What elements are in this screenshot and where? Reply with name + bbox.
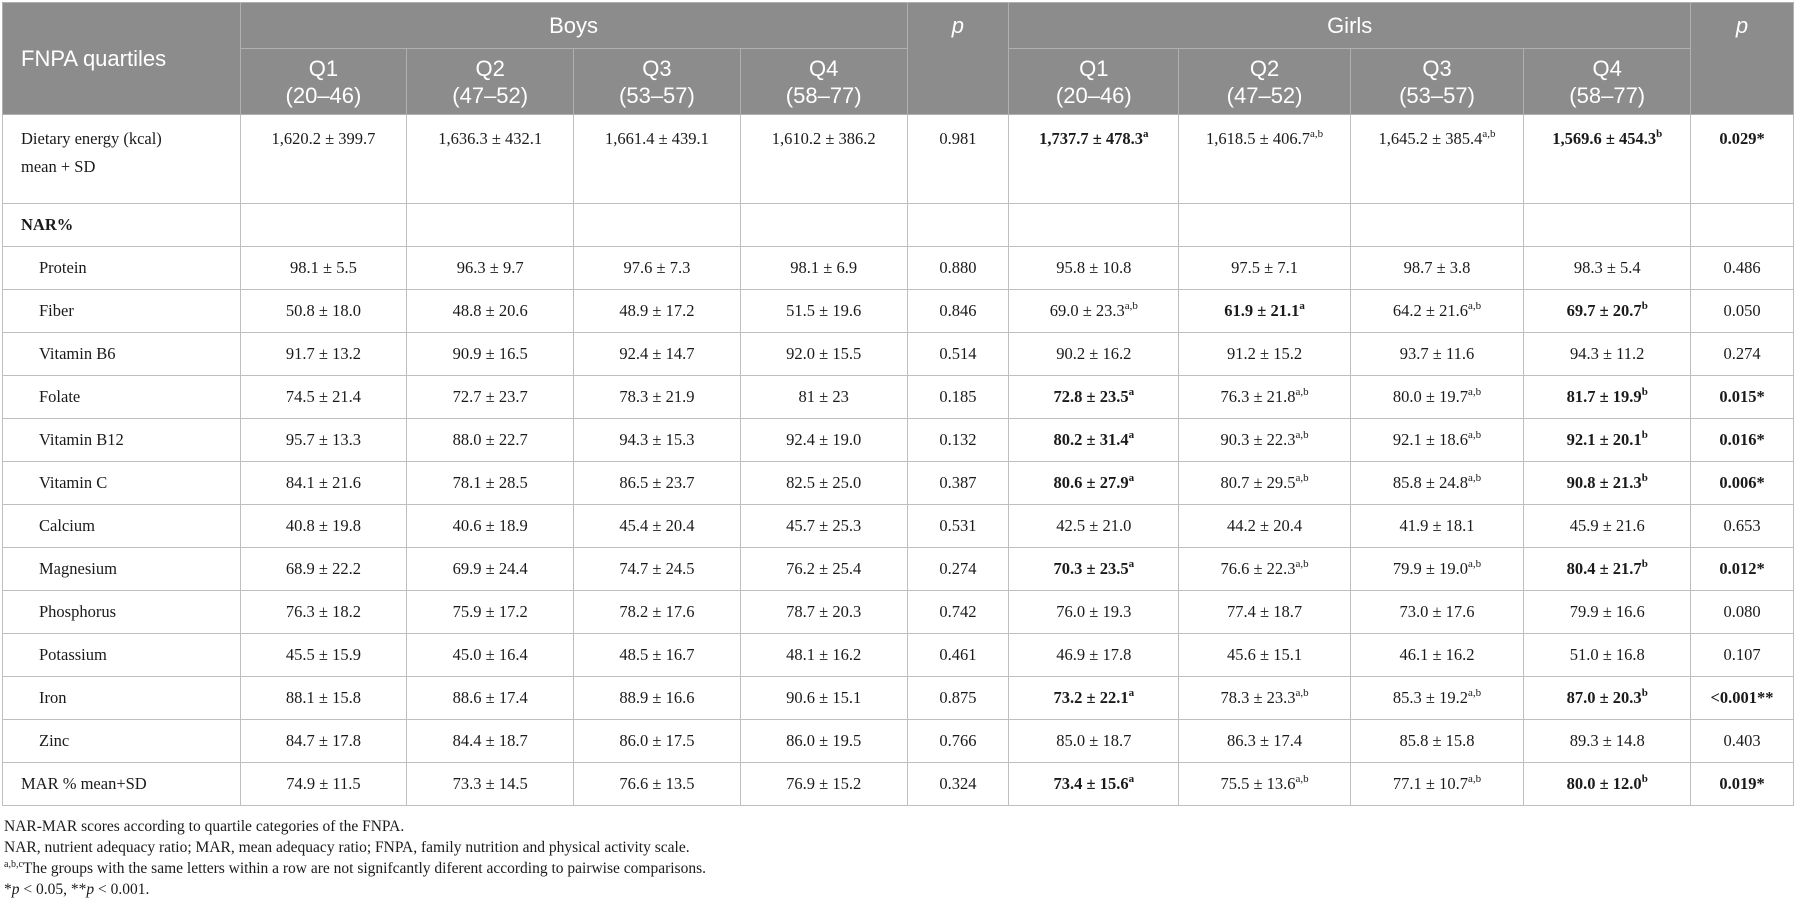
boys-q2-cell: 84.4 ± 18.7 bbox=[407, 720, 574, 763]
girls-p-cell: <0.001** bbox=[1691, 677, 1794, 720]
boys-q4-header: Q4 (58–77) bbox=[740, 49, 907, 115]
boys-q4-cell: 92.4 ± 19.0 bbox=[740, 419, 907, 462]
girls-q3-cell: $85.8 \pm 24.8^{a,b}$ bbox=[1350, 462, 1524, 505]
girls-q3-cell: $1,645.2 \pm 385.4^{a,b}$ bbox=[1350, 115, 1524, 204]
table-row-zinc bbox=[3, 720, 1794, 763]
boys-p-cell: 0.766 bbox=[907, 720, 1009, 763]
table-row-protein bbox=[3, 247, 1794, 290]
girls-q3-cell: $79.9 \pm 19.0^{a,b}$ bbox=[1350, 548, 1524, 591]
row-label: Vitamin B6 bbox=[3, 333, 241, 376]
girls-p-cell: 0.080 bbox=[1691, 591, 1794, 634]
girls-q1-cell: $69.0 \pm 23.3^{a,b}$ bbox=[1009, 290, 1179, 333]
boys-header: Boys bbox=[240, 3, 907, 49]
girls-q3-cell: $64.2 \pm 21.6^{a,b}$ bbox=[1350, 290, 1524, 333]
table-footnotes bbox=[2, 816, 1796, 900]
row-label: MAR % mean+SD bbox=[3, 763, 241, 806]
boys-q3-cell: 88.9 ± 16.6 bbox=[574, 677, 741, 720]
girls-q1-cell: 76.0 ± 19.3 bbox=[1009, 591, 1179, 634]
girls-q4-cell: 81.7 ± 19.9$^b$ bbox=[1524, 376, 1691, 419]
girls-q4-cell: 98.3 ± 5.4 bbox=[1524, 247, 1691, 290]
boys-q2-cell: 88.0 ± 22.7 bbox=[407, 419, 574, 462]
girls-q4-cell: 45.9 ± 21.6 bbox=[1524, 505, 1691, 548]
girls-q3-header: Q3 (53–57) bbox=[1350, 49, 1524, 115]
girls-p-cell: 0.019* bbox=[1691, 763, 1794, 806]
boys-q1-cell: 1,620.2 ± 399.7 bbox=[240, 115, 407, 204]
boys-q2-cell: 45.0 ± 16.4 bbox=[407, 634, 574, 677]
boys-q4-cell: 78.7 ± 20.3 bbox=[740, 591, 907, 634]
table-row-vitamin-c bbox=[3, 462, 1794, 505]
boys-q2-cell: 48.8 ± 20.6 bbox=[407, 290, 574, 333]
empty-cell bbox=[1009, 204, 1179, 247]
girls-q2-cell: $76.3 \pm 21.8^{a,b}$ bbox=[1179, 376, 1350, 419]
boys-q3-cell: 86.5 ± 23.7 bbox=[574, 462, 741, 505]
table-row-phosphorus bbox=[3, 591, 1794, 634]
girls-p-cell: 0.050 bbox=[1691, 290, 1794, 333]
boys-q1-header: Q1 (20–46) bbox=[240, 49, 407, 115]
boys-q4-cell: 81 ± 23 bbox=[740, 376, 907, 419]
row-label: Calcium bbox=[3, 505, 241, 548]
girls-q1-cell: 80.6 ± 27.9$^a$ bbox=[1009, 462, 1179, 505]
girls-q1-cell: 42.5 ± 21.0 bbox=[1009, 505, 1179, 548]
table-row-dietary-energy bbox=[3, 115, 1794, 204]
footnote-4: *p < 0.05, **p < 0.001. bbox=[4, 881, 150, 898]
girls-q2-cell: $1,618.5 \pm 406.7^{a,b}$ bbox=[1179, 115, 1350, 204]
boys-q4-cell: 48.1 ± 16.2 bbox=[740, 634, 907, 677]
girls-p-cell: 0.006* bbox=[1691, 462, 1794, 505]
empty-cell bbox=[1350, 204, 1524, 247]
girls-p-cell: 0.653 bbox=[1691, 505, 1794, 548]
girls-q1-cell: 70.3 ± 23.5$^a$ bbox=[1009, 548, 1179, 591]
girls-q2-cell: $75.5 \pm 13.6^{a,b}$ bbox=[1179, 763, 1350, 806]
row-label: Vitamin C bbox=[3, 462, 241, 505]
empty-cell bbox=[907, 204, 1009, 247]
table-body bbox=[3, 115, 1794, 806]
girls-p-cell: 0.016* bbox=[1691, 419, 1794, 462]
nar-section-label: NAR% bbox=[3, 204, 241, 247]
table-row-calcium bbox=[3, 505, 1794, 548]
girls-q3-cell: $92.1 \pm 18.6^{a,b}$ bbox=[1350, 419, 1524, 462]
boys-q2-cell: 40.6 ± 18.9 bbox=[407, 505, 574, 548]
boys-q1-cell: 76.3 ± 18.2 bbox=[240, 591, 407, 634]
boys-p-cell: 0.132 bbox=[907, 419, 1009, 462]
girls-q2-cell: 97.5 ± 7.1 bbox=[1179, 247, 1350, 290]
boys-q4-cell: 82.5 ± 25.0 bbox=[740, 462, 907, 505]
girls-q4-cell: 92.1 ± 20.1$^b$ bbox=[1524, 419, 1691, 462]
boys-q3-cell: 76.6 ± 13.5 bbox=[574, 763, 741, 806]
girls-q2-cell: $90.3 \pm 22.3^{a,b}$ bbox=[1179, 419, 1350, 462]
girls-q3-cell: 98.7 ± 3.8 bbox=[1350, 247, 1524, 290]
boys-q2-cell: 90.9 ± 16.5 bbox=[407, 333, 574, 376]
girls-q3-cell: 85.8 ± 15.8 bbox=[1350, 720, 1524, 763]
boys-p-header: p bbox=[907, 3, 1009, 115]
girls-q1-cell: 73.2 ± 22.1$^a$ bbox=[1009, 677, 1179, 720]
girls-q2-cell: $80.7 \pm 29.5^{a,b}$ bbox=[1179, 462, 1350, 505]
boys-p-cell: 0.742 bbox=[907, 591, 1009, 634]
girls-q2-header: Q2 (47–52) bbox=[1179, 49, 1350, 115]
empty-cell bbox=[574, 204, 741, 247]
girls-q4-cell: 80.0 ± 12.0$^b$ bbox=[1524, 763, 1691, 806]
girls-q4-cell: 89.3 ± 14.8 bbox=[1524, 720, 1691, 763]
table-row-magnesium bbox=[3, 548, 1794, 591]
row-label: Magnesium bbox=[3, 548, 241, 591]
boys-q1-cell: 45.5 ± 15.9 bbox=[240, 634, 407, 677]
empty-cell bbox=[407, 204, 574, 247]
girls-q2-cell: 61.9 ± 21.1$^a$ bbox=[1179, 290, 1350, 333]
girls-q4-cell: 80.4 ± 21.7$^b$ bbox=[1524, 548, 1691, 591]
girls-q3-cell: $85.3 \pm 19.2^{a,b}$ bbox=[1350, 677, 1524, 720]
boys-q3-cell: 78.2 ± 17.6 bbox=[574, 591, 741, 634]
girls-p-cell: 0.029* bbox=[1691, 115, 1794, 204]
girls-q2-cell: 91.2 ± 15.2 bbox=[1179, 333, 1350, 376]
boys-q3-cell: 48.5 ± 16.7 bbox=[574, 634, 741, 677]
boys-q1-cell: 91.7 ± 13.2 bbox=[240, 333, 407, 376]
girls-p-cell: 0.015* bbox=[1691, 376, 1794, 419]
empty-cell bbox=[240, 204, 407, 247]
girls-q2-cell: 86.3 ± 17.4 bbox=[1179, 720, 1350, 763]
boys-p-cell: 0.880 bbox=[907, 247, 1009, 290]
row-label: Dietary energy (kcal) mean + SD bbox=[3, 115, 241, 204]
boys-p-cell: 0.875 bbox=[907, 677, 1009, 720]
boys-q1-cell: 84.1 ± 21.6 bbox=[240, 462, 407, 505]
girls-q3-cell: 46.1 ± 16.2 bbox=[1350, 634, 1524, 677]
table-row-vitamin-b12 bbox=[3, 419, 1794, 462]
footnote-1: NAR-MAR scores according to quartile categories of the FNPA. bbox=[4, 818, 405, 835]
boys-q1-cell: 74.5 ± 21.4 bbox=[240, 376, 407, 419]
boys-p-cell: 0.274 bbox=[907, 548, 1009, 591]
boys-q2-cell: 78.1 ± 28.5 bbox=[407, 462, 574, 505]
boys-q4-cell: 76.2 ± 25.4 bbox=[740, 548, 907, 591]
girls-q3-cell: 93.7 ± 11.6 bbox=[1350, 333, 1524, 376]
girls-q3-cell: $80.0 \pm 19.7^{a,b}$ bbox=[1350, 376, 1524, 419]
girls-p-cell: 0.403 bbox=[1691, 720, 1794, 763]
girls-q2-cell: 77.4 ± 18.7 bbox=[1179, 591, 1350, 634]
boys-q1-cell: 40.8 ± 19.8 bbox=[240, 505, 407, 548]
boys-q3-header: Q3 (53–57) bbox=[574, 49, 741, 115]
boys-p-cell: 0.324 bbox=[907, 763, 1009, 806]
boys-q3-cell: 86.0 ± 17.5 bbox=[574, 720, 741, 763]
boys-q4-cell: 51.5 ± 19.6 bbox=[740, 290, 907, 333]
boys-q1-cell: 50.8 ± 18.0 bbox=[240, 290, 407, 333]
boys-q3-cell: 45.4 ± 20.4 bbox=[574, 505, 741, 548]
row-label: Phosphorus bbox=[3, 591, 241, 634]
empty-cell bbox=[1524, 204, 1691, 247]
girls-q1-cell: 80.2 ± 31.4$^a$ bbox=[1009, 419, 1179, 462]
boys-q3-cell: 74.7 ± 24.5 bbox=[574, 548, 741, 591]
girls-q2-cell: $78.3 \pm 23.3^{a,b}$ bbox=[1179, 677, 1350, 720]
girls-q3-cell: 73.0 ± 17.6 bbox=[1350, 591, 1524, 634]
girls-q2-cell: 45.6 ± 15.1 bbox=[1179, 634, 1350, 677]
empty-cell bbox=[1179, 204, 1350, 247]
girls-q4-cell: 51.0 ± 16.8 bbox=[1524, 634, 1691, 677]
boys-p-cell: 0.846 bbox=[907, 290, 1009, 333]
empty-cell bbox=[1691, 204, 1794, 247]
boys-q2-header: Q2 (47–52) bbox=[407, 49, 574, 115]
row-label: Folate bbox=[3, 376, 241, 419]
girls-q4-cell: 69.7 ± 20.7$^b$ bbox=[1524, 290, 1691, 333]
boys-q2-cell: 75.9 ± 17.2 bbox=[407, 591, 574, 634]
girls-q4-cell: 90.8 ± 21.3$^b$ bbox=[1524, 462, 1691, 505]
boys-q1-cell: 84.7 ± 17.8 bbox=[240, 720, 407, 763]
girls-q1-cell: 1,737.7 ± 478.3$^a$ bbox=[1009, 115, 1179, 204]
girls-q3-cell: 41.9 ± 18.1 bbox=[1350, 505, 1524, 548]
boys-q1-cell: 74.9 ± 11.5 bbox=[240, 763, 407, 806]
girls-q1-header: Q1 (20–46) bbox=[1009, 49, 1179, 115]
row-label-header: FNPA quartiles bbox=[3, 3, 241, 115]
boys-q2-cell: 96.3 ± 9.7 bbox=[407, 247, 574, 290]
footnote-3: $^{a,b,c}$The groups with the same letters within a row are not signifcantly diferent according to pairwise comparisons. bbox=[4, 859, 706, 877]
boys-q3-cell: 92.4 ± 14.7 bbox=[574, 333, 741, 376]
girls-q1-cell: 46.9 ± 17.8 bbox=[1009, 634, 1179, 677]
table-row-iron bbox=[3, 677, 1794, 720]
boys-p-cell: 0.531 bbox=[907, 505, 1009, 548]
boys-q3-cell: 78.3 ± 21.9 bbox=[574, 376, 741, 419]
boys-q3-cell: 97.6 ± 7.3 bbox=[574, 247, 741, 290]
boys-p-cell: 0.981 bbox=[907, 115, 1009, 204]
table-figure bbox=[2, 2, 1796, 900]
boys-q2-cell: 1,636.3 ± 432.1 bbox=[407, 115, 574, 204]
boys-p-cell: 0.185 bbox=[907, 376, 1009, 419]
boys-q4-cell: 92.0 ± 15.5 bbox=[740, 333, 907, 376]
empty-cell bbox=[740, 204, 907, 247]
girls-q1-cell: 95.8 ± 10.8 bbox=[1009, 247, 1179, 290]
boys-q1-cell: 98.1 ± 5.5 bbox=[240, 247, 407, 290]
table-row-folate bbox=[3, 376, 1794, 419]
table-row-fiber bbox=[3, 290, 1794, 333]
row-label: Fiber bbox=[3, 290, 241, 333]
girls-p-cell: 0.274 bbox=[1691, 333, 1794, 376]
boys-p-cell: 0.387 bbox=[907, 462, 1009, 505]
girls-q2-cell: 44.2 ± 20.4 bbox=[1179, 505, 1350, 548]
girls-p-cell: 0.486 bbox=[1691, 247, 1794, 290]
boys-q4-cell: 86.0 ± 19.5 bbox=[740, 720, 907, 763]
boys-q1-cell: 68.9 ± 22.2 bbox=[240, 548, 407, 591]
row-label: Potassium bbox=[3, 634, 241, 677]
girls-q2-cell: $76.6 \pm 22.3^{a,b}$ bbox=[1179, 548, 1350, 591]
row-label: Iron bbox=[3, 677, 241, 720]
boys-q4-cell: 1,610.2 ± 386.2 bbox=[740, 115, 907, 204]
boys-q1-cell: 95.7 ± 13.3 bbox=[240, 419, 407, 462]
boys-q1-cell: 88.1 ± 15.8 bbox=[240, 677, 407, 720]
girls-q1-cell: 85.0 ± 18.7 bbox=[1009, 720, 1179, 763]
boys-q4-cell: 98.1 ± 6.9 bbox=[740, 247, 907, 290]
boys-q3-cell: 94.3 ± 15.3 bbox=[574, 419, 741, 462]
boys-q2-cell: 72.7 ± 23.7 bbox=[407, 376, 574, 419]
girls-q4-header: Q4 (58–77) bbox=[1524, 49, 1691, 115]
boys-p-cell: 0.461 bbox=[907, 634, 1009, 677]
girls-q4-cell: 87.0 ± 20.3$^b$ bbox=[1524, 677, 1691, 720]
table-header bbox=[3, 3, 1794, 115]
boys-q2-cell: 88.6 ± 17.4 bbox=[407, 677, 574, 720]
footnote-2: NAR, nutrient adequacy ratio; MAR, mean adequacy ratio; FNPA, family nutrition and physical activity scale. bbox=[4, 839, 690, 856]
table-row-nar-section bbox=[3, 204, 1794, 247]
girls-header: Girls bbox=[1009, 3, 1691, 49]
girls-q1-cell: 73.4 ± 15.6$^a$ bbox=[1009, 763, 1179, 806]
row-label: Protein bbox=[3, 247, 241, 290]
boys-q2-cell: 73.3 ± 14.5 bbox=[407, 763, 574, 806]
girls-q4-cell: 79.9 ± 16.6 bbox=[1524, 591, 1691, 634]
row-label: Vitamin B12 bbox=[3, 419, 241, 462]
girls-q4-cell: 94.3 ± 11.2 bbox=[1524, 333, 1691, 376]
girls-q3-cell: $77.1 \pm 10.7^{a,b}$ bbox=[1350, 763, 1524, 806]
girls-q1-cell: 90.2 ± 16.2 bbox=[1009, 333, 1179, 376]
boys-q4-cell: 45.7 ± 25.3 bbox=[740, 505, 907, 548]
table-row-mar bbox=[3, 763, 1794, 806]
girls-p-cell: 0.107 bbox=[1691, 634, 1794, 677]
table-row-vitamin-b6 bbox=[3, 333, 1794, 376]
boys-q2-cell: 69.9 ± 24.4 bbox=[407, 548, 574, 591]
girls-p-cell: 0.012* bbox=[1691, 548, 1794, 591]
girls-q1-cell: 72.8 ± 23.5$^a$ bbox=[1009, 376, 1179, 419]
boys-q4-cell: 76.9 ± 15.2 bbox=[740, 763, 907, 806]
row-label: Zinc bbox=[3, 720, 241, 763]
boys-p-cell: 0.514 bbox=[907, 333, 1009, 376]
boys-q3-cell: 1,661.4 ± 439.1 bbox=[574, 115, 741, 204]
boys-q3-cell: 48.9 ± 17.2 bbox=[574, 290, 741, 333]
girls-p-header: p bbox=[1691, 3, 1794, 115]
fnpa-nar-table bbox=[2, 2, 1794, 806]
table-row-potassium bbox=[3, 634, 1794, 677]
girls-q4-cell: 1,569.6 ± 454.3$^b$ bbox=[1524, 115, 1691, 204]
boys-q4-cell: 90.6 ± 15.1 bbox=[740, 677, 907, 720]
